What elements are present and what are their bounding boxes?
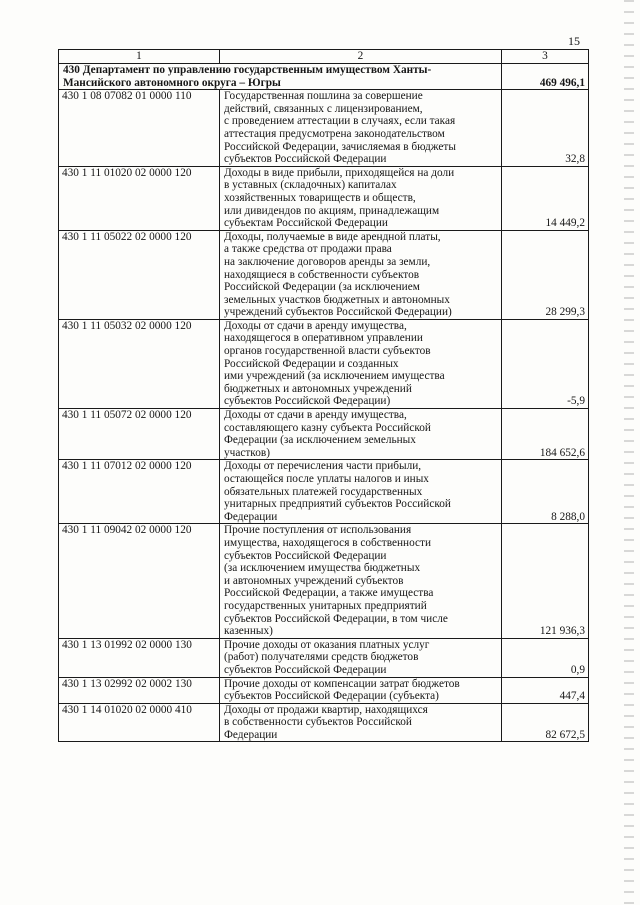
revenue-code: 430 1 11 05022 02 0000 120 <box>59 230 220 319</box>
column-header-2: 2 <box>220 50 502 64</box>
revenue-description: Прочие доходы от оказания платных услуг (работ) получателями средств бюджетов субъектов Российской Федерации <box>220 638 502 677</box>
revenue-amount: 121 936,3 <box>502 524 589 638</box>
revenue-code: 430 1 13 01992 02 0000 130 <box>59 638 220 677</box>
revenue-description: Доходы от перечисления части прибыли, остающейся после уплаты налогов и иных обязательных платежей государственных унитарных предприятий субъектов Российской Федерации <box>220 460 502 524</box>
revenue-code: 430 1 11 01020 02 0000 120 <box>59 166 220 230</box>
revenue-code: 430 1 08 07082 01 0000 110 <box>59 90 220 167</box>
revenue-description: Прочие доходы от компенсации затрат бюджетов субъектов Российской Федерации (субъекта) <box>220 677 502 703</box>
revenue-amount: -5,9 <box>502 319 589 408</box>
revenue-description: Государственная пошлина за совершение действий, связанных с лицензированием, с проведением аттестации в случаях, если такая аттестация предусмотрена законодательством Российской Федерации, зачисляемая в бюджеты субъектов Российской Федерации <box>220 90 502 167</box>
table-row <box>59 409 589 460</box>
table-row <box>59 460 589 524</box>
table-row <box>59 319 589 408</box>
binding-edge-marks <box>624 0 634 905</box>
page-number: 15 <box>568 34 580 48</box>
table-row <box>59 677 589 703</box>
table-row <box>59 703 589 742</box>
revenue-code: 430 1 14 01020 02 0000 410 <box>59 703 220 742</box>
revenue-amount: 184 652,6 <box>502 409 589 460</box>
revenue-amount: 0,9 <box>502 638 589 677</box>
table-row <box>59 524 589 638</box>
table-row <box>59 638 589 677</box>
table-row <box>59 166 589 230</box>
revenue-amount: 14 449,2 <box>502 166 589 230</box>
revenue-description: Доходы, получаемые в виде арендной платы, а также средства от продажи права на заключение договоров аренды за земли, находящиеся в собственности субъектов Российской Федерации (за исключением земельных участков бюджетных и автономных учреждений субъектов Российской Федерации) <box>220 230 502 319</box>
revenue-code: 430 1 11 05072 02 0000 120 <box>59 409 220 460</box>
column-header-1: 1 <box>59 50 220 64</box>
department-total: 469 496,1 <box>502 64 589 90</box>
column-header-row <box>59 50 589 64</box>
revenue-description: Доходы от продажи квартир, находящихся в собственности субъектов Российской Федерации <box>220 703 502 742</box>
column-header-3: 3 <box>502 50 589 64</box>
revenue-code: 430 1 13 02992 02 0002 130 <box>59 677 220 703</box>
revenue-description: Доходы от сдачи в аренду имущества, составляющего казну субъекта Российской Федерации (за исключением земельных участков) <box>220 409 502 460</box>
table-row <box>59 230 589 319</box>
revenue-description: Прочие поступления от использования имущества, находящегося в собственности субъектов Российской Федерации (за исключением имущества бюджетных и автономных учреждений субъектов Российской Федерации, а также имущества государственных унитарных предприятий субъектов Российской Федерации, в том числе казенных) <box>220 524 502 638</box>
revenue-amount: 28 299,3 <box>502 230 589 319</box>
revenue-code: 430 1 11 05032 02 0000 120 <box>59 319 220 408</box>
department-row <box>59 64 589 90</box>
revenue-code: 430 1 11 07012 02 0000 120 <box>59 460 220 524</box>
revenue-description: Доходы от сдачи в аренду имущества, находящегося в оперативном управлении органов государственной власти субъектов Российской Федерации и созданных ими учреждений (за исключением имущества бюджетных и автономных учреждений субъектов Российской Федерации) <box>220 319 502 408</box>
revenue-amount: 82 672,5 <box>502 703 589 742</box>
revenue-code: 430 1 11 09042 02 0000 120 <box>59 524 220 638</box>
table-row <box>59 90 589 167</box>
revenue-amount: 8 288,0 <box>502 460 589 524</box>
department-name: 430 Департамент по управлению государственным имуществом Ханты- Мансийского автономного округа – Югры <box>59 64 502 90</box>
revenue-amount: 447,4 <box>502 677 589 703</box>
revenue-table <box>58 49 589 742</box>
revenue-description: Доходы в виде прибыли, приходящейся на доли в уставных (складочных) капиталах хозяйственных товариществ и обществ, или дивидендов по акциям, принадлежащим субъектам Российской Федерации <box>220 166 502 230</box>
revenue-amount: 32,8 <box>502 90 589 167</box>
